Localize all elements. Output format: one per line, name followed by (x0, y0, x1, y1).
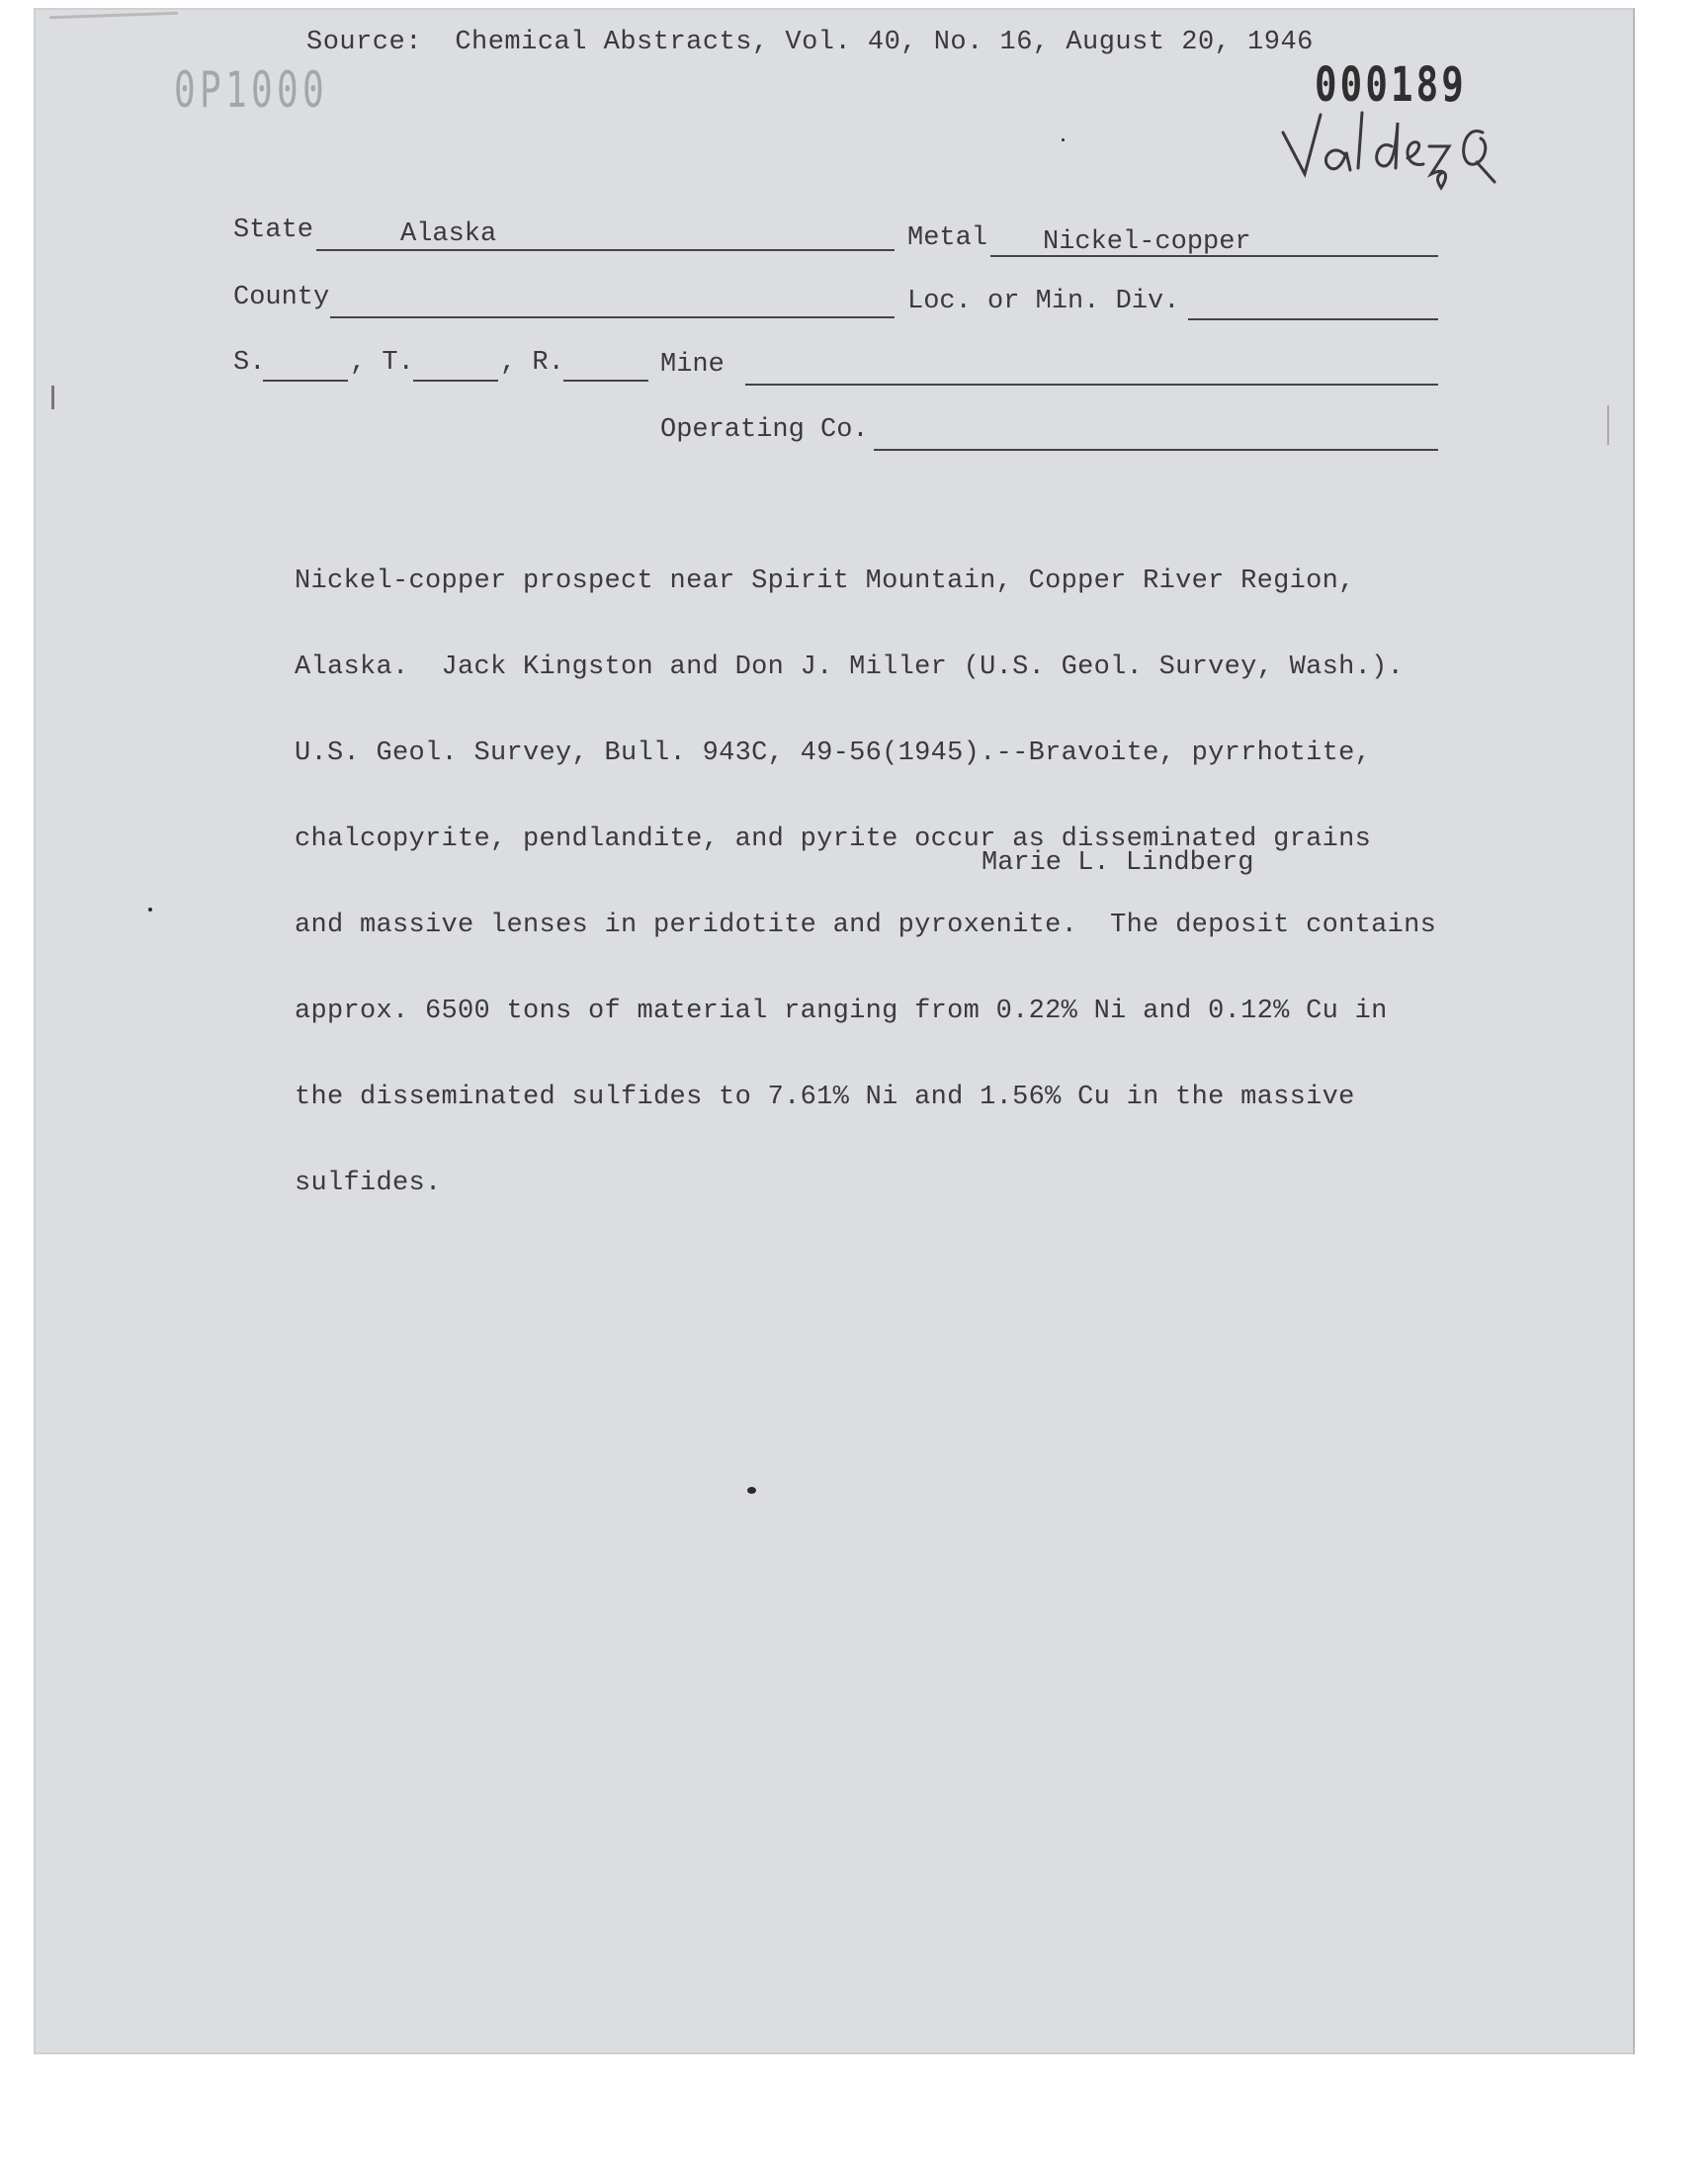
abstract-line: Alaska. Jack Kingston and Don J. Miller (U.S. Geol. Survey, Wash.). (295, 652, 1405, 682)
loc-line (1188, 318, 1438, 320)
abstract-text (295, 510, 1461, 1227)
abstract-line: Nickel-copper prospect near Spirit Mountain, Copper River Region, (295, 566, 1355, 596)
edge-mark (1607, 405, 1609, 445)
abstract-line: the disseminated sulfides to 7.61% Ni and 1.56% Cu in the massive (295, 1083, 1355, 1112)
abstractor-signature: Marie L. Lindberg (982, 848, 1254, 878)
township-line (413, 380, 498, 382)
state-line (316, 249, 895, 251)
abstract-line: U.S. Geol. Survey, Bull. 943C, 49-56(1945).--Bravoite, pyrrhotite, (295, 739, 1372, 768)
range-label: , R. (500, 348, 564, 378)
state-value: Alaska (400, 219, 497, 249)
metal-value: Nickel-copper (1043, 227, 1251, 257)
range-line (563, 380, 648, 382)
handwritten-note (1275, 103, 1502, 192)
ink-speck (747, 1487, 756, 1494)
source-line: Source: Chemical Abstracts, Vol. 40, No. 16, August 20, 1946 (306, 28, 1314, 57)
edge-mark (51, 386, 54, 409)
abstract-line: chalcopyrite, pendlandite, and pyrite occur as disseminated grains (295, 825, 1372, 854)
county-label: County (233, 283, 330, 312)
section-label: S. (233, 348, 266, 378)
mine-label: Mine (660, 350, 725, 380)
metal-label: Metal (907, 223, 988, 253)
loc-label: Loc. or Min. Div. (907, 287, 1180, 316)
operating-co-label: Operating Co. (660, 415, 869, 445)
abstract-line: sulfides. (295, 1169, 442, 1198)
file-stamp-left: 0P1000 (174, 61, 328, 119)
abstract-line: and massive lenses in peridotite and pyroxenite. The deposit contains (295, 911, 1437, 940)
operating-co-line (874, 449, 1438, 451)
record-number-stamp: 000189 (1315, 57, 1467, 113)
ink-speck (148, 908, 152, 912)
township-label: , T. (350, 348, 414, 378)
mine-line (745, 384, 1438, 386)
abstract-line: approx. 6500 tons of material ranging from 0.22% Ni and 0.12% Cu in (295, 997, 1388, 1026)
state-label: State (233, 216, 314, 245)
ink-speck (1062, 138, 1065, 141)
county-line (330, 316, 895, 318)
section-line (263, 380, 348, 382)
